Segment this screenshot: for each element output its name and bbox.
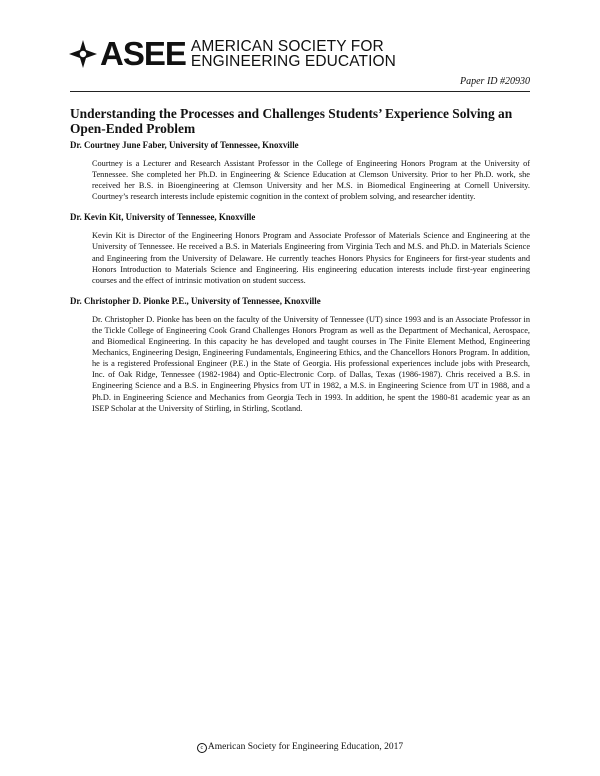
paper-id: Paper ID #20930: [460, 76, 530, 87]
header-divider: [70, 91, 530, 92]
author-entry: [70, 296, 530, 414]
copyright-icon: c: [197, 743, 207, 753]
logo-org-line2: ENGINEERING EDUCATION: [190, 53, 396, 70]
author-bio: Courtney is a Lecturer and Research Assistant Professor in the College of Engineering Honors Program at the University of Tennessee. She completed her Ph.D. in Engineering & Science Education at Clemson University. Prior to her Ph.D. work, she received her B.S. in Bioengineering at Clemson University and her M.S. in Biomedical Engineering at Cornell University. Courtney’s research interests include epistemic cognition in the context of problem solving, and researcher identity.: [92, 159, 530, 202]
asee-logo: [68, 37, 396, 71]
copyright-footer: [0, 742, 600, 753]
logo-org-line1: AMERICAN SOCIETY FOR: [190, 38, 384, 55]
author-bio: Kevin Kit is Director of the Engineering Honors Program and Associate Professor of Materials Science and Engineering at the University of Tennessee. He received a B.S. in Materials Engineering from Virginia Tech and M.S. and Ph.D. in Materials Science and Engineering from the University of Delaware. He currently teaches Honors Physics for Engineers for first-year students and Honors Introduction to Materials Science and Engineering. His engineering education interests include first-year engineering courses and the effect of intrinsic motivation on student success.: [92, 231, 530, 285]
author-entry: [70, 212, 530, 285]
author-heading: Dr. Kevin Kit, University of Tennessee, Knoxville: [70, 212, 256, 223]
logo-abbreviation: ASEE: [100, 35, 186, 72]
paper-title: Understanding the Processes and Challenges Students’ Experience Solving an Open-Ended Problem: [70, 106, 513, 136]
author-heading: Dr. Christopher D. Pionke P.E., University of Tennessee, Knoxville: [70, 295, 321, 306]
logo-organization-name: [191, 39, 396, 69]
author-heading: Dr. Courtney June Faber, University of Tennessee, Knoxville: [70, 140, 299, 150]
copyright-text: American Society for Engineering Education, 2017: [207, 742, 404, 752]
author-entry: [70, 140, 530, 202]
author-bio: Dr. Christopher D. Pionke has been on the faculty of the University of Tennessee (UT) since 1993 and is an Associate Professor in the Tickle College of Engineering Cook Grand Challenges Honors Program as well as the Department of Mechanical, Aerospace, and Biomedical Engineering. In this capacity he has developed and taught courses in The Finite Element Method, Engineering Mechanics, Engineering Design, Engineering Fundamentals, Engineering Ethics, and the Chancellors Honors Program. In addition, he is a registered Professional Engineer (P.E.) in the State of Georgia. His professional experiences include jobs with Presearch, Inc. of Oak Ridge, Tennessee (1982-1984) and Optic-Electronic Corp. of Dallas, Texas (1986-1987). Chris received a B.S. in Engineering Science and a B.S. in Engineering Physics from UT in 1982, a M.S. in Engineering Science from UT in 1988, and a Ph.D. in Engineering Science and Mechanics from Georgia Tech in 1993. In addition, he spent the 1980-81 academic year as an ISEP Scholar at the University of Stirling, in Stirling, Scotland.: [92, 314, 530, 413]
asee-star-icon: [68, 39, 98, 69]
author-list: [70, 140, 530, 424]
